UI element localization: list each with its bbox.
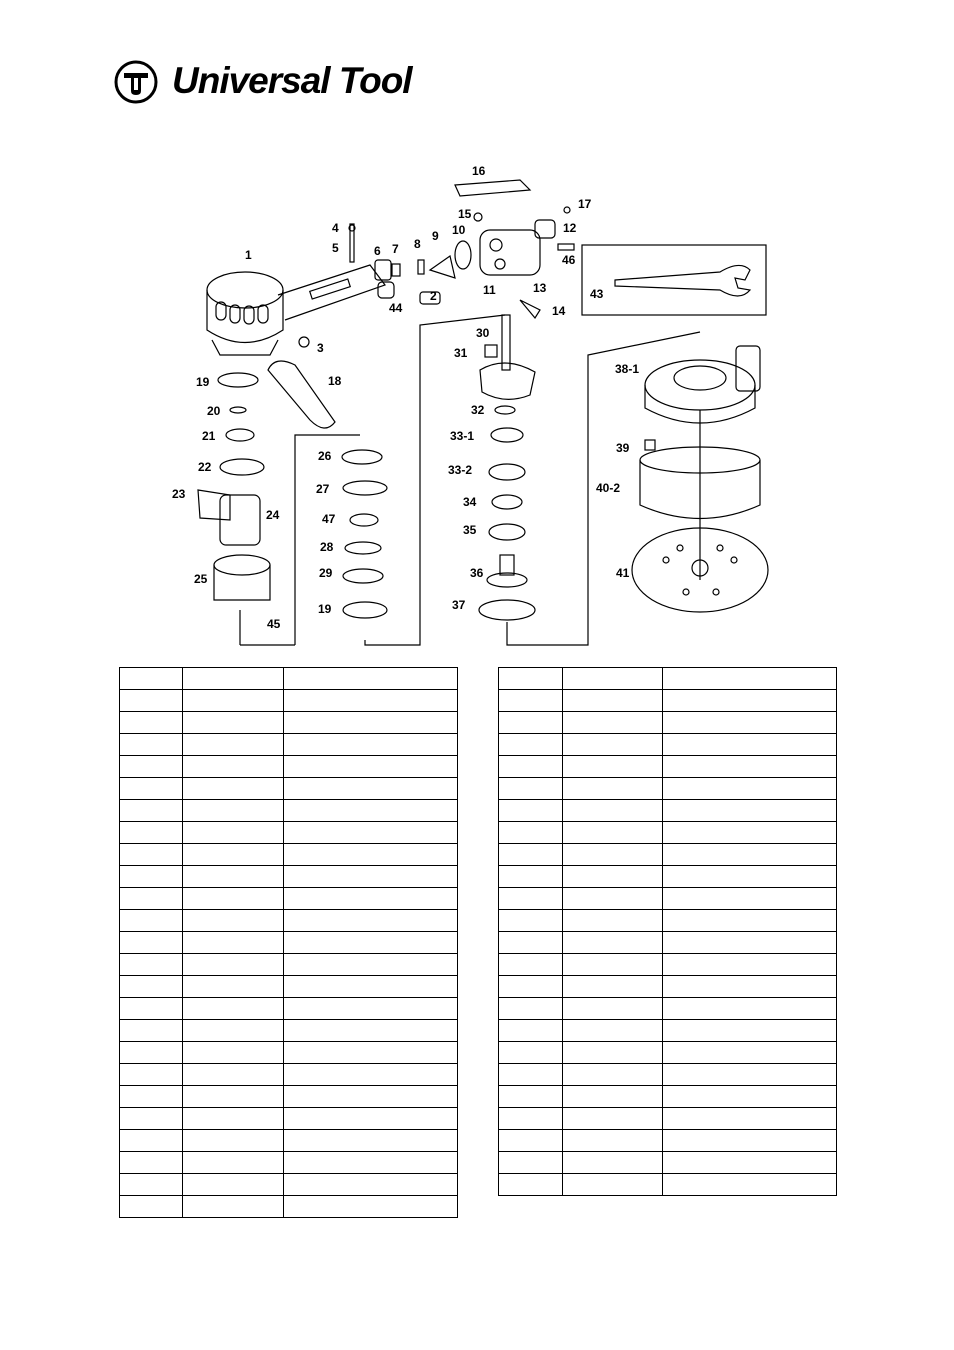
table-cell — [499, 1174, 563, 1196]
table-cell — [499, 822, 563, 844]
table-cell — [499, 1042, 563, 1064]
table-row — [120, 778, 458, 800]
table-row — [120, 1064, 458, 1086]
svg-text:10: 10 — [452, 223, 466, 237]
svg-text:18: 18 — [328, 374, 342, 388]
table-cell — [499, 756, 563, 778]
table-row — [499, 866, 837, 888]
table-cell — [120, 756, 183, 778]
table-cell — [120, 1196, 183, 1218]
table-cell — [663, 712, 837, 734]
table-cell — [563, 1174, 663, 1196]
table-cell — [499, 778, 563, 800]
table-cell — [120, 800, 183, 822]
table-row — [120, 712, 458, 734]
table-cell — [499, 910, 563, 932]
table-cell — [563, 756, 663, 778]
table-row — [120, 822, 458, 844]
svg-text:14: 14 — [552, 304, 566, 318]
table-row — [120, 866, 458, 888]
table-cell — [663, 1086, 837, 1108]
table-row — [499, 668, 837, 690]
table-cell — [183, 1108, 284, 1130]
svg-text:16: 16 — [472, 164, 486, 178]
table-row — [120, 1152, 458, 1174]
table-cell — [183, 712, 284, 734]
table-cell — [183, 822, 284, 844]
table-cell — [120, 690, 183, 712]
svg-text:1: 1 — [245, 248, 252, 262]
part-housing — [207, 265, 385, 355]
table-cell — [183, 668, 284, 690]
table-cell — [284, 844, 458, 866]
table-cell — [284, 866, 458, 888]
part-motor-components — [299, 180, 574, 347]
table-cell — [563, 712, 663, 734]
table-cell — [183, 734, 284, 756]
table-cell — [563, 932, 663, 954]
table-row — [120, 888, 458, 910]
table-cell — [284, 822, 458, 844]
svg-text:26: 26 — [318, 449, 332, 463]
svg-text:27: 27 — [316, 482, 330, 496]
table-cell — [183, 1152, 284, 1174]
table-cell — [499, 998, 563, 1020]
table-cell — [183, 800, 284, 822]
svg-text:17: 17 — [578, 197, 592, 211]
table-cell — [284, 800, 458, 822]
brand-name: Universal Tool — [172, 60, 412, 101]
svg-text:36: 36 — [470, 566, 484, 580]
table-cell — [563, 668, 663, 690]
table-cell — [183, 1064, 284, 1086]
svg-text:35: 35 — [463, 523, 477, 537]
table-cell — [183, 690, 284, 712]
part-stack-middle — [295, 315, 505, 645]
svg-text:33-2: 33-2 — [448, 463, 473, 477]
table-cell — [183, 954, 284, 976]
svg-text:28: 28 — [320, 540, 334, 554]
table-cell — [183, 844, 284, 866]
table-row — [120, 1108, 458, 1130]
table-cell — [183, 778, 284, 800]
table-row — [499, 844, 837, 866]
table-cell — [499, 712, 563, 734]
table-row — [499, 910, 837, 932]
table-row — [120, 1020, 458, 1042]
table-cell — [284, 888, 458, 910]
svg-text:19: 19 — [318, 602, 332, 616]
table-cell — [284, 734, 458, 756]
svg-text:46: 46 — [562, 253, 576, 267]
table-row — [120, 1086, 458, 1108]
parts-table-right — [498, 667, 837, 1196]
table-cell — [499, 1130, 563, 1152]
table-cell — [499, 932, 563, 954]
table-cell — [663, 866, 837, 888]
table-cell — [663, 734, 837, 756]
table-cell — [563, 998, 663, 1020]
svg-text:13: 13 — [533, 281, 547, 295]
table-row — [120, 756, 458, 778]
table-cell — [284, 954, 458, 976]
exploded-parts-diagram — [160, 160, 800, 650]
svg-text:25: 25 — [194, 572, 208, 586]
table-cell — [499, 976, 563, 998]
table-cell — [120, 998, 183, 1020]
table-cell — [120, 1130, 183, 1152]
table-cell — [183, 910, 284, 932]
table-row — [499, 1152, 837, 1174]
table-cell — [499, 1020, 563, 1042]
table-cell — [120, 932, 183, 954]
table-row — [499, 822, 837, 844]
table-cell — [663, 1152, 837, 1174]
table-cell — [284, 1020, 458, 1042]
table-cell — [120, 1064, 183, 1086]
table-cell — [120, 976, 183, 998]
table-cell — [563, 734, 663, 756]
table-cell — [284, 712, 458, 734]
table-cell — [183, 1086, 284, 1108]
table-cell — [284, 1196, 458, 1218]
table-cell — [563, 866, 663, 888]
table-cell — [284, 998, 458, 1020]
svg-text:33-1: 33-1 — [450, 429, 475, 443]
table-cell — [284, 932, 458, 954]
part-number-labels — [172, 164, 639, 631]
table-cell — [284, 668, 458, 690]
svg-text:7: 7 — [392, 242, 399, 256]
svg-text:4: 4 — [332, 221, 339, 235]
table-row — [120, 1130, 458, 1152]
brand-logo — [114, 58, 454, 106]
table-row — [499, 800, 837, 822]
table-cell — [499, 800, 563, 822]
table-row — [499, 756, 837, 778]
table-cell — [663, 1130, 837, 1152]
table-cell — [563, 690, 663, 712]
svg-text:2: 2 — [430, 289, 437, 303]
table-cell — [663, 998, 837, 1020]
table-cell — [663, 888, 837, 910]
svg-text:24: 24 — [266, 508, 280, 522]
table-cell — [183, 1020, 284, 1042]
table-row — [499, 1042, 837, 1064]
table-cell — [663, 1020, 837, 1042]
svg-text:47: 47 — [322, 512, 336, 526]
svg-text:43: 43 — [590, 287, 604, 301]
table-cell — [563, 1020, 663, 1042]
table-row — [120, 1196, 458, 1218]
svg-text:21: 21 — [202, 429, 216, 443]
table-row — [499, 1064, 837, 1086]
table-row — [120, 734, 458, 756]
table-cell — [284, 1108, 458, 1130]
table-cell — [663, 976, 837, 998]
svg-text:3: 3 — [317, 341, 324, 355]
table-cell — [563, 1108, 663, 1130]
svg-text:22: 22 — [198, 460, 212, 474]
table-row — [499, 1086, 837, 1108]
table-cell — [563, 844, 663, 866]
table-row — [120, 998, 458, 1020]
svg-text:9: 9 — [432, 229, 439, 243]
svg-text:37: 37 — [452, 598, 466, 612]
table-row — [120, 954, 458, 976]
table-cell — [563, 1130, 663, 1152]
table-row — [499, 954, 837, 976]
table-cell — [183, 998, 284, 1020]
table-cell — [284, 690, 458, 712]
table-cell — [183, 932, 284, 954]
table-row — [120, 690, 458, 712]
table-cell — [563, 1086, 663, 1108]
table-row — [499, 1174, 837, 1196]
table-row — [120, 1174, 458, 1196]
svg-text:29: 29 — [319, 566, 333, 580]
table-row — [120, 668, 458, 690]
table-cell — [499, 1152, 563, 1174]
table-cell — [499, 844, 563, 866]
table-cell — [499, 734, 563, 756]
table-cell — [499, 690, 563, 712]
table-cell — [120, 1174, 183, 1196]
table-cell — [120, 888, 183, 910]
svg-text:30: 30 — [476, 326, 490, 340]
table-cell — [663, 822, 837, 844]
svg-text:38-1: 38-1 — [615, 362, 640, 376]
table-cell — [120, 1042, 183, 1064]
table-row — [120, 800, 458, 822]
table-row — [120, 932, 458, 954]
table-cell — [120, 954, 183, 976]
table-cell — [499, 668, 563, 690]
table-cell — [183, 1174, 284, 1196]
table-cell — [563, 976, 663, 998]
table-cell — [663, 844, 837, 866]
table-row — [499, 888, 837, 910]
svg-text:40-2: 40-2 — [596, 481, 621, 495]
table-row — [120, 976, 458, 998]
table-row — [120, 910, 458, 932]
svg-text:20: 20 — [207, 404, 221, 418]
table-cell — [663, 954, 837, 976]
table-cell — [284, 1086, 458, 1108]
parts-table-left — [119, 667, 458, 1218]
table-cell — [499, 866, 563, 888]
svg-text:44: 44 — [389, 301, 403, 315]
table-cell — [563, 1152, 663, 1174]
table-cell — [663, 1064, 837, 1086]
table-cell — [120, 866, 183, 888]
table-cell — [120, 734, 183, 756]
table-cell — [183, 1196, 284, 1218]
table-cell — [120, 1152, 183, 1174]
table-row — [499, 712, 837, 734]
table-cell — [499, 1086, 563, 1108]
table-row — [499, 1020, 837, 1042]
table-row — [120, 1042, 458, 1064]
table-cell — [663, 1108, 837, 1130]
table-cell — [284, 976, 458, 998]
table-cell — [663, 932, 837, 954]
table-cell — [663, 756, 837, 778]
table-row — [499, 932, 837, 954]
table-cell — [563, 910, 663, 932]
table-cell — [183, 756, 284, 778]
wrench-box — [582, 245, 766, 315]
table-row — [499, 1130, 837, 1152]
part-pad-assembly — [632, 346, 768, 612]
table-cell — [120, 778, 183, 800]
table-cell — [120, 1086, 183, 1108]
table-cell — [663, 800, 837, 822]
table-cell — [499, 954, 563, 976]
table-cell — [563, 954, 663, 976]
svg-text:32: 32 — [471, 403, 485, 417]
table-cell — [663, 910, 837, 932]
table-cell — [563, 822, 663, 844]
table-cell — [499, 1108, 563, 1130]
svg-text:12: 12 — [563, 221, 577, 235]
svg-text:8: 8 — [414, 237, 421, 251]
table-row — [120, 844, 458, 866]
table-cell — [663, 690, 837, 712]
table-cell — [284, 778, 458, 800]
svg-text:39: 39 — [616, 441, 630, 455]
table-cell — [499, 888, 563, 910]
table-row — [499, 734, 837, 756]
table-cell — [183, 1130, 284, 1152]
svg-text:45: 45 — [267, 617, 281, 631]
table-row — [499, 1108, 837, 1130]
table-cell — [499, 1064, 563, 1086]
table-cell — [183, 888, 284, 910]
table-cell — [183, 976, 284, 998]
table-row — [499, 998, 837, 1020]
table-cell — [284, 1130, 458, 1152]
table-cell — [563, 1064, 663, 1086]
table-cell — [183, 866, 284, 888]
table-cell — [563, 888, 663, 910]
svg-text:41: 41 — [616, 566, 630, 580]
table-row — [499, 976, 837, 998]
table-row — [499, 778, 837, 800]
svg-text:23: 23 — [172, 487, 186, 501]
svg-text:5: 5 — [332, 241, 339, 255]
table-cell — [120, 668, 183, 690]
table-cell — [120, 910, 183, 932]
table-cell — [663, 1042, 837, 1064]
svg-text:15: 15 — [458, 207, 472, 221]
table-row — [499, 690, 837, 712]
table-cell — [284, 1064, 458, 1086]
table-cell — [120, 1108, 183, 1130]
table-cell — [120, 844, 183, 866]
table-cell — [284, 1174, 458, 1196]
table-cell — [663, 778, 837, 800]
table-cell — [563, 1042, 663, 1064]
table-cell — [120, 712, 183, 734]
table-cell — [284, 1042, 458, 1064]
table-cell — [120, 1020, 183, 1042]
table-cell — [284, 756, 458, 778]
table-cell — [563, 800, 663, 822]
svg-text:34: 34 — [463, 495, 477, 509]
universal-tool-logo-icon — [114, 60, 158, 104]
table-cell — [563, 778, 663, 800]
table-cell — [284, 910, 458, 932]
svg-text:11: 11 — [483, 283, 496, 297]
table-cell — [663, 668, 837, 690]
svg-text:31: 31 — [454, 346, 468, 360]
table-cell — [183, 1042, 284, 1064]
table-cell — [284, 1152, 458, 1174]
table-cell — [663, 1174, 837, 1196]
svg-text:19: 19 — [196, 375, 210, 389]
table-cell — [120, 822, 183, 844]
svg-text:6: 6 — [374, 244, 381, 258]
